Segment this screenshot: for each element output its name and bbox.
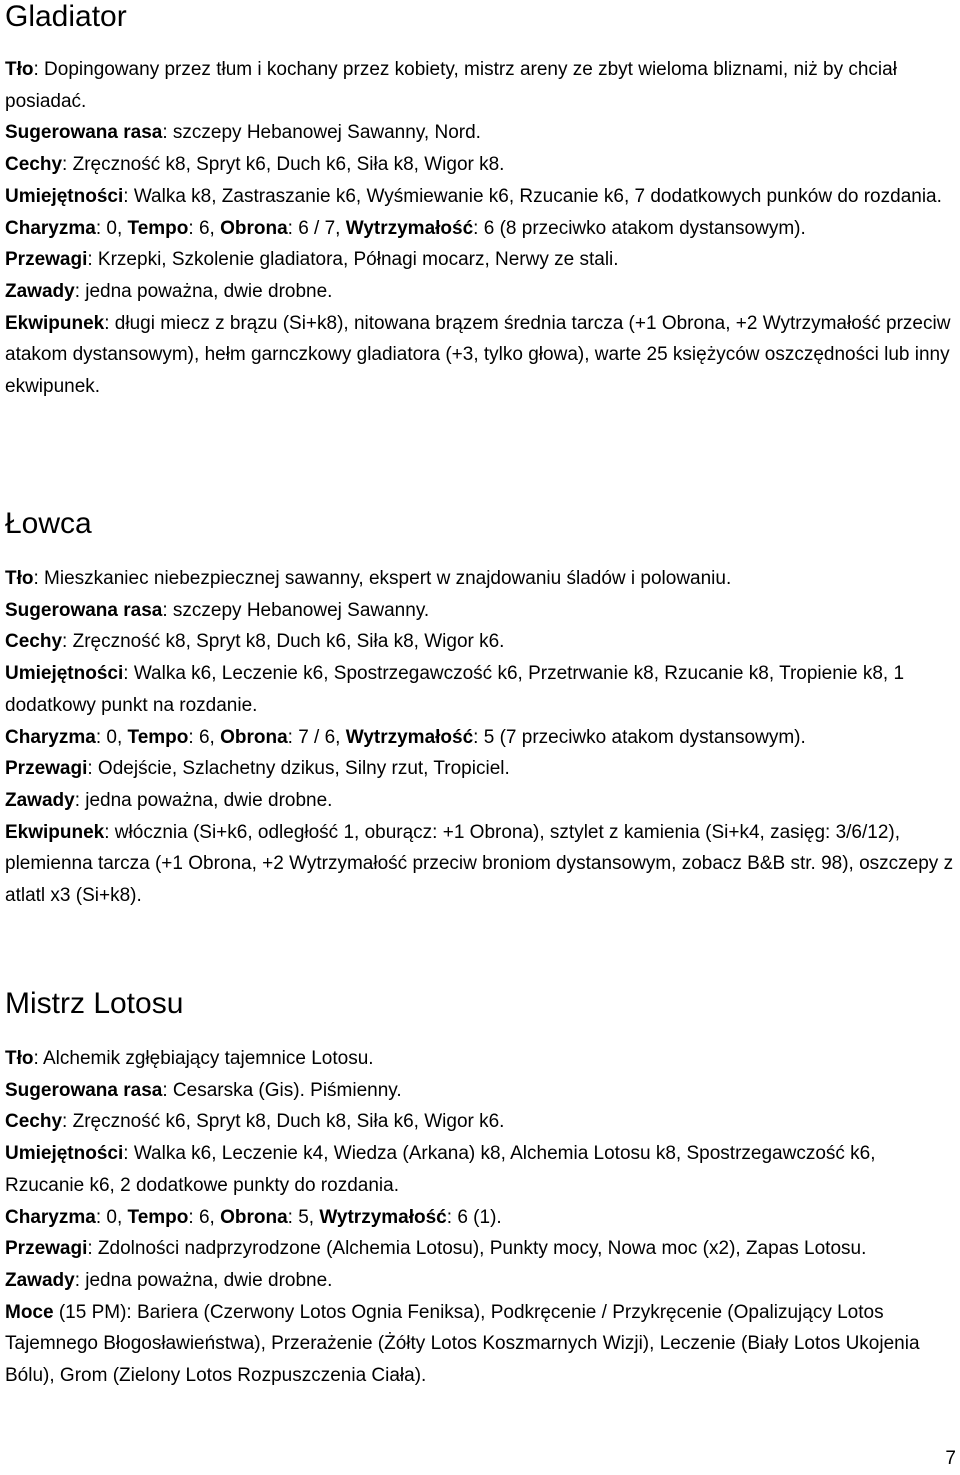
field-text: : Walka k6, Leczenie k4, Wiedza (Arkana) k8, Alchemia Lotosu k8, Spostrzegawczość k6, Rzucanie k6, 2 dodatkowe punkty do rozdania. [5, 1143, 876, 1196]
section-title: Gladiator [5, 0, 127, 33]
field-text: : jedna poważna, dwie drobne. [74, 789, 333, 811]
field-label: Przewagi [5, 758, 88, 780]
field-text: : długi miecz z brązu (Si+k8), nitowana brązem średnia tarcza (+1 Obrona, +2 Wytrzymałość przeciw atakom dystansowym), hełm garnczkowy gladiatora (+3, tylko głowa), warte 25 księżyców oszczędności lub inny ekwipunek. [5, 312, 951, 398]
field-statystyki [5, 722, 955, 754]
field-przewagi [5, 1233, 955, 1265]
field-text: (15 PM): Bariera (Czerwony Lotos Ognia Feniksa), Podkręcenie / Przykręcenie (Opalizujący Lotos Tajemnego Błogosławieństwa), Przerażenie (Żółty Lotos Koszmarnych Wizji), Leczenie (Biały Lotos Ukojenia Bólu), Grom (Zielony Lotos Rozpuszczenia Ciała). [5, 1301, 920, 1387]
field-label: Ekwipunek [5, 821, 105, 843]
field-label: Wytrzymałość [319, 1206, 447, 1228]
field-label: Tempo [127, 1206, 189, 1228]
field-text: : 5, [287, 1206, 320, 1228]
field-label: Sugerowana rasa [5, 122, 163, 144]
field-ekwipunek [5, 308, 955, 403]
field-text: : włócznia (Si+k6, odległość 1, oburącz: +1 Obrona), sztylet z kamienia (Si+k4, zasięg: 3/6/12), plemienna tarcza (+1 Obrona, +2 Wytrzymałość przeciw broniom dystansowym, zobacz B&B str. 98), oszczepy z atlatl x3 (Si+k8). [5, 821, 954, 907]
field-text: : 0, [95, 1206, 128, 1228]
section-body [5, 54, 955, 403]
field-text: : 6 (8 przeciwko atakom dystansowym). [473, 217, 806, 239]
field-text: : jedna poważna, dwie drobne. [74, 280, 333, 302]
field-label: Zawady [5, 789, 75, 811]
field-text: : jedna poważna, dwie drobne. [74, 1269, 333, 1291]
field-tlo [5, 563, 955, 595]
field-label: Obrona [220, 726, 288, 748]
section-body [5, 563, 955, 912]
field-sugerowana-rasa [5, 595, 955, 627]
field-text: : Zręczność k8, Spryt k8, Duch k6, Siła k8, Wigor k6. [62, 631, 505, 653]
field-label: Tło [5, 59, 34, 80]
field-przewagi [5, 244, 955, 276]
field-label: Sugerowana rasa [5, 599, 163, 621]
field-text: : Odejście, Szlachetny dzikus, Silny rzut, Tropiciel. [87, 758, 510, 780]
field-label: Przewagi [5, 249, 88, 271]
field-text: : 6 (1). [446, 1206, 502, 1228]
section-lowca [5, 507, 955, 912]
field-label: Obrona [220, 217, 288, 239]
field-label: Umiejętności [5, 185, 124, 207]
field-text: : Alchemik zgłębiający tajemnice Lotosu. [33, 1048, 374, 1069]
field-cechy [5, 149, 955, 181]
field-text: : Zręczność k8, Spryt k6, Duch k6, Siła k8, Wigor k8. [62, 154, 505, 176]
field-text: : Krzepki, Szkolenie gladiatora, Półnagi mocarz, Nerwy ze stali. [87, 249, 619, 271]
field-statystyki [5, 213, 955, 245]
field-umiejetnosci [5, 1138, 955, 1201]
field-text: : Zręczność k6, Spryt k8, Duch k8, Siła k6, Wigor k6. [62, 1111, 505, 1133]
field-sugerowana-rasa [5, 1075, 955, 1107]
field-label: Przewagi [5, 1238, 88, 1260]
field-tlo [5, 1043, 955, 1075]
field-label: Cechy [5, 631, 63, 653]
field-label: Charyzma [5, 217, 96, 239]
field-label: Charyzma [5, 1206, 96, 1228]
field-label: Umiejętności [5, 1143, 124, 1165]
field-moce [5, 1297, 955, 1392]
field-cechy [5, 1106, 955, 1138]
field-label: Moce [5, 1301, 54, 1323]
field-label: Tło [5, 1048, 34, 1069]
field-label: Zawady [5, 1269, 75, 1291]
field-ekwipunek [5, 817, 955, 912]
section-mistrz-lotosu [5, 987, 955, 1392]
page-number: 7 [945, 1448, 956, 1469]
field-text: : Walka k6, Leczenie k6, Spostrzegawczość k6, Przetrwanie k8, Rzucanie k8, Tropienie k8, 1 dodatkowy punkt na rozdanie. [5, 663, 905, 716]
field-statystyki [5, 1202, 955, 1234]
section-gladiator [5, 0, 955, 403]
field-text: : szczepy Hebanowej Sawanny, Nord. [162, 122, 481, 144]
field-label: Tempo [127, 217, 189, 239]
section-title: Łowca [5, 507, 92, 540]
field-text: : 0, [95, 217, 128, 239]
field-text: : Zdolności nadprzyrodzone (Alchemia Lotosu), Punkty mocy, Nowa moc (x2), Zapas Lotosu. [87, 1238, 867, 1260]
field-text: : 6, [188, 217, 221, 239]
field-text: : 7 / 6, [287, 726, 346, 748]
field-text: : 0, [95, 726, 128, 748]
field-text: : szczepy Hebanowej Sawanny. [162, 599, 430, 621]
field-label: Wytrzymałość [345, 217, 474, 239]
section-title: Mistrz Lotosu [5, 987, 184, 1020]
field-umiejetnosci [5, 181, 955, 213]
field-label: Tło [5, 568, 34, 589]
field-text: : Walka k8, Zastraszanie k6, Wyśmiewanie k6, Rzucanie k6, 7 dodatkowych punków do rozdania. [123, 185, 942, 207]
field-label: Sugerowana rasa [5, 1079, 163, 1101]
field-label: Obrona [220, 1206, 288, 1228]
field-text: : 6 / 7, [287, 217, 346, 239]
field-text: : Cesarska (Gis). Piśmienny. [162, 1079, 402, 1101]
field-text: : 5 (7 przeciwko atakom dystansowym). [473, 726, 806, 748]
field-zawady [5, 785, 955, 817]
field-tlo [5, 54, 955, 117]
section-body [5, 1043, 955, 1392]
field-text: : Dopingowany przez tłum i kochany przez kobiety, mistrz areny ze zbyt wieloma bliznami, niż by chciał posiadać. [5, 59, 897, 112]
field-label: Tempo [127, 726, 189, 748]
field-umiejetnosci [5, 658, 955, 721]
field-sugerowana-rasa [5, 117, 955, 149]
field-zawady [5, 276, 955, 308]
field-text: : 6, [188, 1206, 221, 1228]
field-text: : Mieszkaniec niebezpiecznej sawanny, ekspert w znajdowaniu śladów i polowaniu. [33, 568, 732, 589]
field-przewagi [5, 753, 955, 785]
field-cechy [5, 626, 955, 658]
field-label: Ekwipunek [5, 312, 105, 334]
field-label: Cechy [5, 154, 63, 176]
field-label: Zawady [5, 280, 75, 302]
field-label: Wytrzymałość [345, 726, 474, 748]
field-label: Cechy [5, 1111, 63, 1133]
field-label: Umiejętności [5, 663, 124, 685]
field-zawady [5, 1265, 955, 1297]
field-label: Charyzma [5, 726, 96, 748]
field-text: : 6, [188, 726, 221, 748]
